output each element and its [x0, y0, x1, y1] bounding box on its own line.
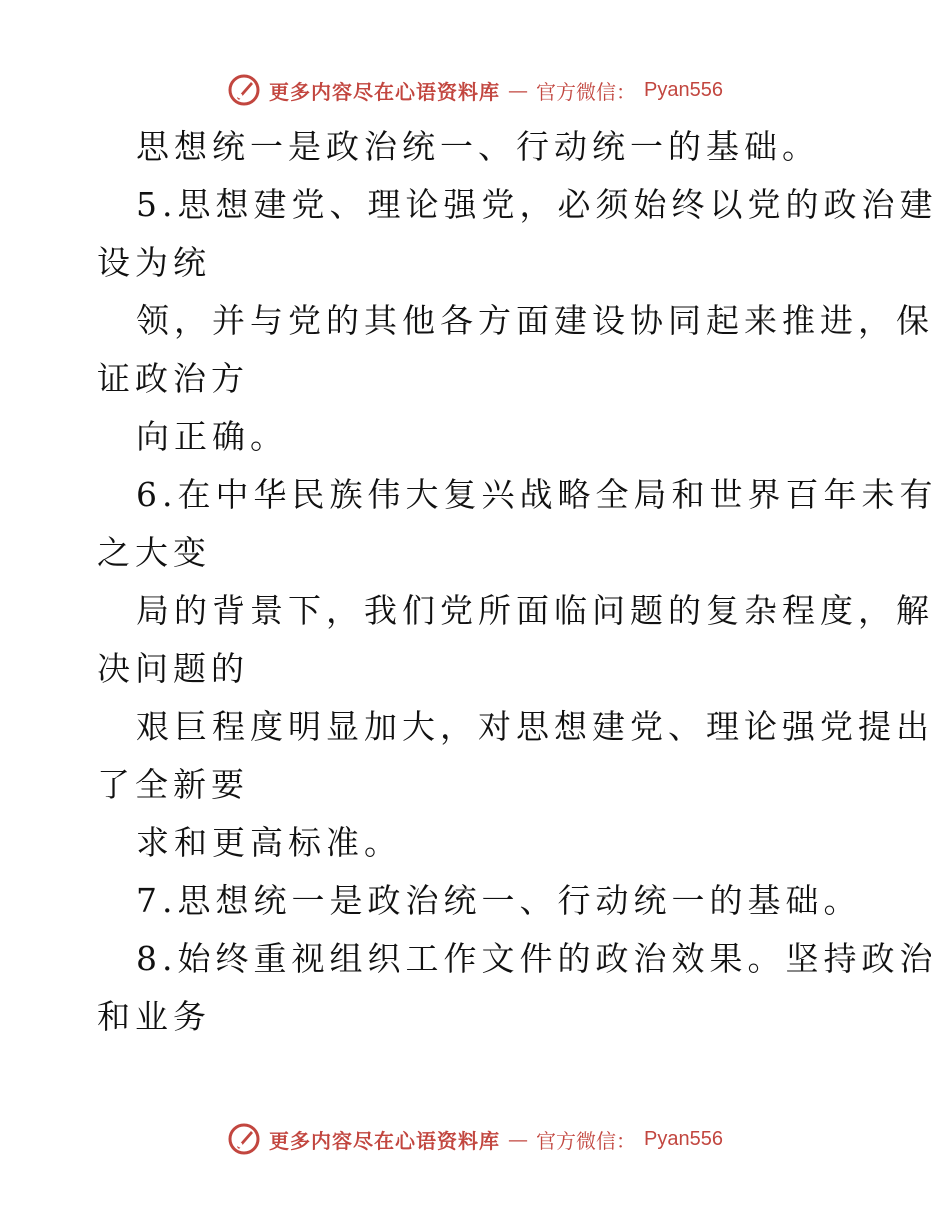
text-line: 7.思想统一是政治统一、行动统一的基础。	[136, 881, 862, 920]
text-line: 之大变	[97, 533, 211, 572]
text-line: 5.思想建党、理论强党，必须始终以党的政治建	[136, 185, 938, 224]
watermark-handle: Pyan556	[644, 78, 723, 101]
watermark-site-text: 更多内容尽在心语资料库	[269, 1128, 501, 1153]
watermark-site-text: 更多内容尽在心语资料库	[269, 79, 501, 104]
text-line: 求和更高标准。	[136, 823, 402, 862]
footer-watermark	[0, 1119, 950, 1159]
text-line: 6.在中华民族伟大复兴战略全局和世界百年未有	[136, 475, 938, 514]
text-line: 和业务	[97, 997, 211, 1036]
text-line: 8.始终重视组织工作文件的政治效果。坚持政治	[136, 939, 938, 978]
quill-logo-icon	[227, 1122, 261, 1156]
text-line: 思想统一是政治统一、行动统一的基础。	[136, 127, 820, 166]
watermark-label: 官方微信：	[536, 79, 637, 104]
text-line: 证政治方	[97, 359, 249, 398]
text-line: 向正确。	[136, 417, 288, 456]
text-line: 领，并与党的其他各方面建设协同起来推进，保	[136, 301, 934, 340]
watermark-separator: —	[508, 1127, 529, 1151]
text-line: 局的背景下，我们党所面临问题的复杂程度，解	[136, 591, 934, 630]
watermark-label: 官方微信：	[536, 1128, 637, 1153]
watermark-handle: Pyan556	[644, 1127, 723, 1150]
watermark-separator: —	[508, 78, 529, 102]
text-line: 艰巨程度明显加大，对思想建党、理论强党提出	[136, 707, 934, 746]
text-line: 决问题的	[97, 649, 249, 688]
text-line: 设为统	[97, 243, 211, 282]
text-line: 了全新要	[97, 765, 249, 804]
